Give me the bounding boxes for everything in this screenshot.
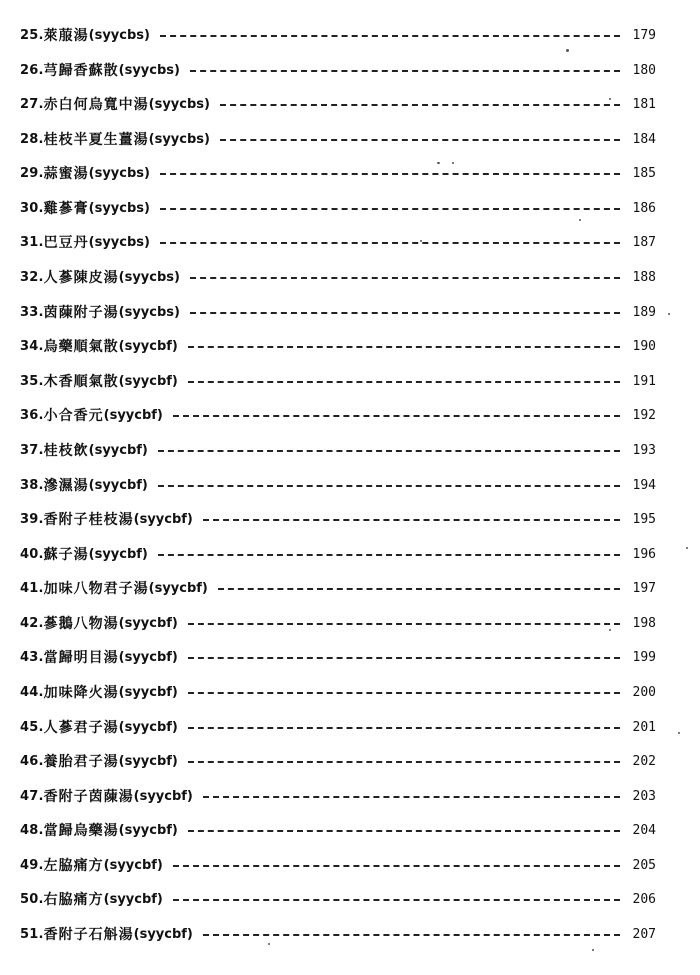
- entry-number: 30.: [20, 200, 44, 216]
- entry-title: 養胎君子湯: [43, 754, 119, 770]
- dot-leader: [218, 588, 620, 590]
- entry-title: 桂枝飲: [43, 443, 89, 459]
- entry-page-number: 203: [632, 788, 656, 804]
- entry-page-number: 198: [632, 615, 656, 631]
- entry-number: 44.: [20, 684, 44, 700]
- dot-leader: [158, 485, 620, 487]
- entry-title: 滲濕湯: [43, 478, 89, 494]
- entry-code: (syycbf): [103, 891, 163, 907]
- entry-title: 人蔘君子湯: [43, 720, 119, 736]
- entry-code: (syycbf): [103, 857, 163, 873]
- toc-entry: [20, 576, 656, 600]
- entry-title: 香附子石斛湯: [43, 927, 134, 943]
- dot-leader: [220, 104, 620, 106]
- scan-speck: [268, 943, 270, 945]
- entry-number: 40.: [20, 546, 44, 562]
- toc-entry: [20, 92, 656, 116]
- entry-code: (syycbf): [118, 822, 178, 838]
- entry-title: 當歸明目湯: [43, 650, 119, 666]
- entry-code: (syycbs): [118, 62, 180, 78]
- toc-entry: [20, 161, 656, 185]
- entry-page-number: 180: [632, 62, 656, 78]
- entry-number: 37.: [20, 442, 44, 458]
- entry-code: (syycbs): [148, 131, 210, 147]
- entry-code: (syycbs): [88, 27, 150, 43]
- dot-leader: [190, 70, 620, 72]
- entry-number: 28.: [20, 131, 44, 147]
- toc-entry: [20, 127, 656, 151]
- entry-code: (syycbf): [133, 926, 193, 942]
- entry-title: 加味八物君子湯: [43, 581, 149, 597]
- entry-title: 桂枝半夏生薑湯: [43, 132, 149, 148]
- dot-leader: [190, 277, 620, 279]
- entry-number: 26.: [20, 62, 44, 78]
- scan-speck: [579, 219, 581, 221]
- entry-title: 芎歸香蘇散: [43, 63, 119, 79]
- toc-entry: [20, 715, 656, 739]
- toc-entry: [20, 473, 656, 497]
- entry-title: 香附子茵蔯湯: [43, 789, 134, 805]
- dot-leader: [190, 312, 620, 314]
- entry-page-number: 194: [632, 477, 656, 493]
- entry-code: (syycbf): [118, 338, 178, 354]
- entry-code: (syycbs): [148, 96, 210, 112]
- toc-entry: [20, 230, 656, 254]
- entry-title: 人蔘陳皮湯: [43, 270, 119, 286]
- entry-title: 蘇子湯: [43, 547, 89, 563]
- scan-speck: [678, 732, 680, 734]
- entry-page-number: 197: [632, 580, 656, 596]
- entry-title: 木香順氣散: [43, 374, 119, 390]
- dot-leader: [203, 519, 620, 521]
- toc-entry: [20, 680, 656, 704]
- toc-entry: [20, 784, 656, 808]
- entry-title: 萊菔湯: [43, 28, 89, 44]
- scan-speck: [609, 629, 611, 631]
- dot-leader: [188, 761, 620, 763]
- entry-page-number: 192: [632, 407, 656, 423]
- entry-code: (syycbf): [133, 788, 193, 804]
- entry-title: 當歸烏藥湯: [43, 823, 119, 839]
- toc-entry: [20, 645, 656, 669]
- entry-code: (syycbf): [103, 407, 163, 423]
- entry-page-number: 185: [632, 165, 656, 181]
- entry-title: 蒜蜜湯: [43, 166, 89, 182]
- entry-title: 雞蔘膏: [43, 201, 89, 217]
- entry-code: (syycbf): [88, 442, 148, 458]
- entry-title: 赤白何烏寬中湯: [43, 97, 149, 113]
- entry-page-number: 204: [632, 822, 656, 838]
- entry-title: 小合香元: [43, 408, 104, 424]
- entry-page-number: 179: [632, 27, 656, 43]
- entry-number: 32.: [20, 269, 44, 285]
- entry-number: 49.: [20, 857, 44, 873]
- scan-speck: [668, 313, 670, 315]
- toc-entry: [20, 369, 656, 393]
- entry-number: 45.: [20, 719, 44, 735]
- entry-page-number: 191: [632, 373, 656, 389]
- entry-code: (syycbf): [88, 546, 148, 562]
- entry-title: 右脇痛方: [43, 892, 104, 908]
- entry-code: (syycbf): [118, 684, 178, 700]
- dot-leader: [160, 173, 620, 175]
- dot-leader: [188, 381, 620, 383]
- dot-leader: [188, 727, 620, 729]
- entry-number: 38.: [20, 477, 44, 493]
- entry-title: 烏藥順氣散: [43, 339, 119, 355]
- entry-number: 43.: [20, 649, 44, 665]
- entry-number: 42.: [20, 615, 44, 631]
- entry-number: 39.: [20, 511, 44, 527]
- dot-leader: [188, 830, 620, 832]
- entry-title: 巴豆丹: [43, 235, 89, 251]
- toc-entry: [20, 334, 656, 358]
- entry-code: (syycbf): [118, 753, 178, 769]
- entry-number: 27.: [20, 96, 44, 112]
- toc-entry: [20, 611, 656, 635]
- entry-code: (syycbf): [118, 615, 178, 631]
- entry-code: (syycbs): [88, 234, 150, 250]
- toc-entry: [20, 507, 656, 531]
- scan-speck: [566, 49, 569, 52]
- entry-page-number: 190: [632, 338, 656, 354]
- scan-speck: [437, 162, 440, 164]
- entry-code: (syycbs): [118, 304, 180, 320]
- entry-page-number: 189: [632, 304, 656, 320]
- entry-page-number: 196: [632, 546, 656, 562]
- toc-entry: [20, 196, 656, 220]
- entry-number: 51.: [20, 926, 44, 942]
- entry-number: 25.: [20, 27, 44, 43]
- dot-leader: [158, 554, 620, 556]
- entry-code: (syycbf): [88, 477, 148, 493]
- dot-leader: [173, 415, 620, 417]
- dot-leader: [160, 242, 620, 244]
- entry-number: 35.: [20, 373, 44, 389]
- scan-speck: [452, 162, 454, 164]
- entry-code: (syycbf): [148, 580, 208, 596]
- dot-leader: [160, 208, 620, 210]
- toc-entry: [20, 300, 656, 324]
- entry-number: 46.: [20, 753, 44, 769]
- toc-entry: [20, 265, 656, 289]
- toc-entry: [20, 853, 656, 877]
- entry-number: 47.: [20, 788, 44, 804]
- entry-page-number: 206: [632, 891, 656, 907]
- toc-entry: [20, 818, 656, 842]
- dot-leader: [188, 346, 620, 348]
- entry-number: 50.: [20, 891, 44, 907]
- entry-number: 31.: [20, 234, 44, 250]
- entry-page-number: 195: [632, 511, 656, 527]
- entry-code: (syycbs): [118, 269, 180, 285]
- entry-number: 34.: [20, 338, 44, 354]
- toc-entry: [20, 438, 656, 462]
- dot-leader: [188, 657, 620, 659]
- dot-leader: [188, 623, 620, 625]
- entry-code: (syycbs): [88, 200, 150, 216]
- entry-page-number: 199: [632, 649, 656, 665]
- toc-entry: [20, 922, 656, 946]
- toc-entry: [20, 542, 656, 566]
- entry-title: 左脇痛方: [43, 858, 104, 874]
- entry-code: (syycbf): [118, 719, 178, 735]
- dot-leader: [188, 692, 620, 694]
- scan-speck: [686, 547, 688, 549]
- entry-title: 茵蔯附子湯: [43, 305, 119, 321]
- entry-code: (syycbs): [88, 165, 150, 181]
- entry-number: 48.: [20, 822, 44, 838]
- entry-page-number: 207: [632, 926, 656, 942]
- entry-page-number: 200: [632, 684, 656, 700]
- dot-leader: [203, 934, 620, 936]
- entry-title: 加味降火湯: [43, 685, 119, 701]
- dot-leader: [203, 796, 620, 798]
- toc-entry: [20, 23, 656, 47]
- dot-leader: [220, 139, 620, 141]
- entry-page-number: 205: [632, 857, 656, 873]
- entry-page-number: 201: [632, 719, 656, 735]
- entry-number: 33.: [20, 304, 44, 320]
- entry-page-number: 188: [632, 269, 656, 285]
- entry-page-number: 184: [632, 131, 656, 147]
- entry-number: 41.: [20, 580, 44, 596]
- entry-code: (syycbf): [118, 373, 178, 389]
- dot-leader: [173, 865, 620, 867]
- dot-leader: [158, 450, 620, 452]
- entry-page-number: 202: [632, 753, 656, 769]
- entry-page-number: 193: [632, 442, 656, 458]
- entry-title: 蔘鵝八物湯: [43, 616, 119, 632]
- entry-page-number: 181: [632, 96, 656, 112]
- entry-code: (syycbf): [133, 511, 193, 527]
- toc-entry: [20, 58, 656, 82]
- toc-entry: [20, 749, 656, 773]
- toc-entry: [20, 403, 656, 427]
- entry-page-number: 187: [632, 234, 656, 250]
- entry-number: 36.: [20, 407, 44, 423]
- entry-page-number: 186: [632, 200, 656, 216]
- entry-number: 29.: [20, 165, 44, 181]
- toc-entry: [20, 887, 656, 911]
- dot-leader: [173, 899, 620, 901]
- scan-speck: [420, 240, 422, 242]
- scan-speck: [592, 949, 594, 951]
- entry-title: 香附子桂枝湯: [43, 512, 134, 528]
- dot-leader: [160, 35, 620, 37]
- scan-speck: [609, 98, 611, 100]
- entry-code: (syycbf): [118, 649, 178, 665]
